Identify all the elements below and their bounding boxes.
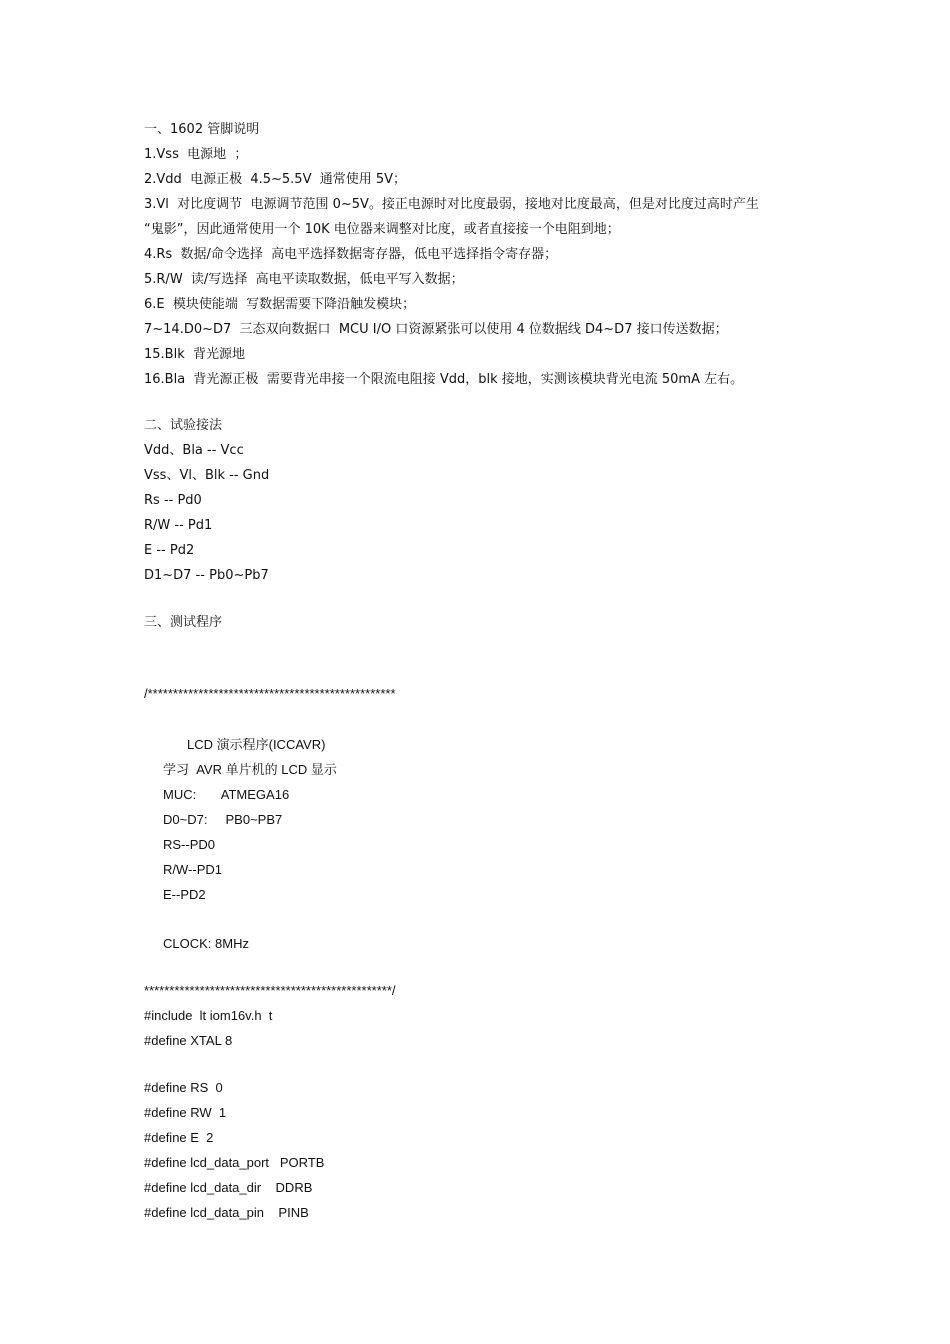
code-d0d7: D0~D7: PB0~PB7 <box>163 812 283 827</box>
wiring-line-2: Vss、Vl、Blk -- Gnd <box>144 468 270 483</box>
wiring-line-5: E -- Pd2 <box>144 543 195 558</box>
code-title: LCD 演示程序(ICCAVR) <box>187 737 326 752</box>
wiring-line-4: R/W -- Pd1 <box>144 518 213 533</box>
code-define-data-port: #define lcd_data_port PORTB <box>144 1155 325 1170</box>
wiring-line-6: D1~D7 -- Pb0~Pb7 <box>144 568 269 583</box>
code-define-rw: #define RW 1 <box>144 1105 227 1120</box>
pin-line-1: 1.Vss 电源地 ； <box>144 147 248 162</box>
code-subtitle: 学习 AVR 单片机的 LCD 显示 <box>163 762 337 777</box>
wiring-line-1: Vdd、Bla -- Vcc <box>144 443 244 458</box>
pin-line-5: 5.R/W 读/写选择 高电平读取数据，低电平写入数据； <box>144 272 464 287</box>
pin-line-15: 15.Blk 背光源地 <box>144 347 245 362</box>
code-define-e: #define E 2 <box>144 1130 214 1145</box>
pin-line-2: 2.Vdd 电源正极 4.5~5.5V 通常使用 5V； <box>144 172 407 187</box>
code-rs: RS--PD0 <box>163 837 216 852</box>
pin-line-3: 3.Vl 对比度调节 电源调节范围 0~5V。接正电源时对比度最弱，接地对比度最高，但是对比度过高时产生 <box>144 197 759 212</box>
code-define-xtal: #define XTAL 8 <box>144 1033 233 1048</box>
pin-line-7-14: 7~14.D0~D7 三态双向数据口 MCU I/O 口资源紧张可以使用 4 位数据线 D4~D7 接口传送数据； <box>144 322 728 337</box>
code-clock: CLOCK: 8MHz <box>163 936 249 951</box>
code-define-data-dir: #define lcd_data_dir DDRB <box>144 1180 313 1195</box>
code-muc: MUC: ATMEGA16 <box>163 787 290 802</box>
code-comment-open: /************************************************* <box>144 686 396 701</box>
section1-heading: 一、1602 管脚说明 <box>144 122 260 137</box>
pin-line-16: 16.Bla 背光源正极 需要背光串接一个限流电阻接 Vdd，blk 接地，实测该模块背光电流 50mA 左右。 <box>144 372 744 387</box>
code-comment-close: *************************************************/ <box>144 983 396 998</box>
code-include: #include lt iom16v.h t <box>144 1008 273 1023</box>
code-rw: R/W--PD1 <box>163 862 222 877</box>
code-define-data-pin: #define lcd_data_pin PINB <box>144 1205 309 1220</box>
code-e: E--PD2 <box>163 887 206 902</box>
section3-heading: 三、测试程序 <box>144 615 223 630</box>
pin-line-4: 4.Rs 数据/命令选择 高电平选择数据寄存器，低电平选择指令寄存器； <box>144 247 558 262</box>
pin-line-3-cont: “鬼影”，因此通常使用一个 10K 电位器来调整对比度，或者直接接一个电阻到地； <box>144 222 620 237</box>
code-define-rs: #define RS 0 <box>144 1080 223 1095</box>
pin-line-6: 6.E 模块使能端 写数据需要下降沿触发模块； <box>144 297 416 312</box>
section2-heading: 二、试验接法 <box>144 418 223 433</box>
wiring-line-3: Rs -- Pd0 <box>144 493 202 508</box>
